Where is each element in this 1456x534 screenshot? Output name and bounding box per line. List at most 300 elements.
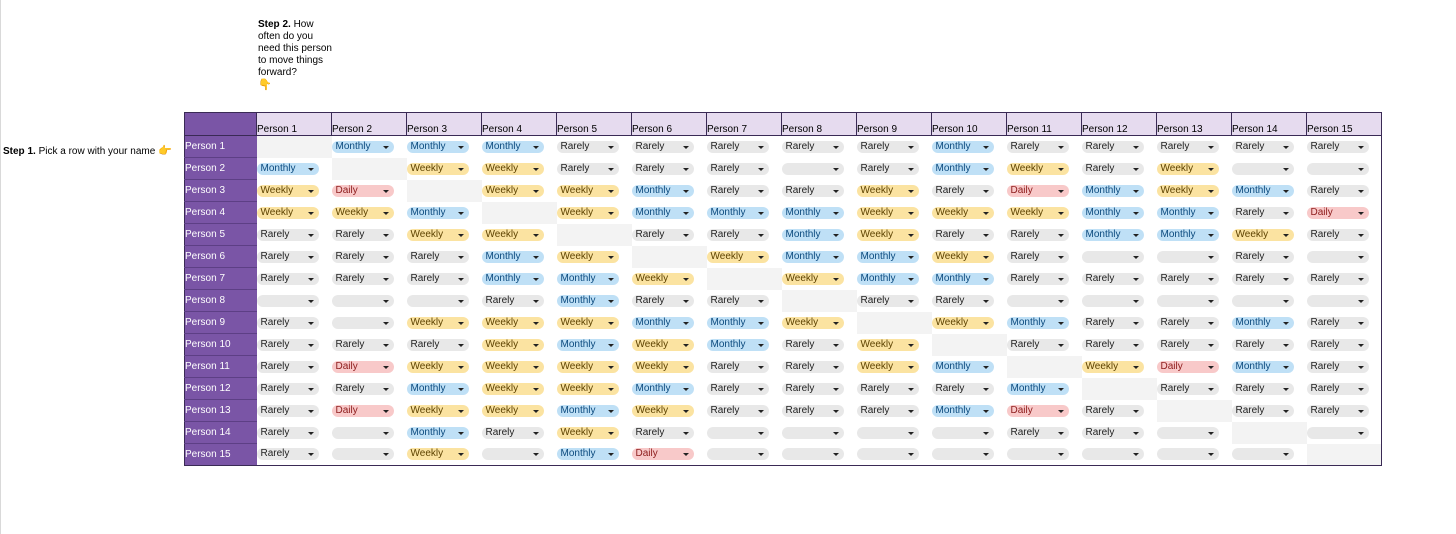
- frequency-dropdown[interactable]: [1007, 448, 1069, 460]
- caret-down-icon: [1358, 256, 1364, 259]
- caret-down-icon: [908, 366, 914, 369]
- frequency-dropdown[interactable]: [407, 273, 469, 285]
- frequency-dropdown[interactable]: [932, 141, 994, 153]
- frequency-dropdown[interactable]: [932, 317, 994, 329]
- frequency-dropdown[interactable]: [482, 251, 544, 263]
- frequency-dropdown[interactable]: [1232, 141, 1294, 153]
- table-cell: [1082, 202, 1157, 224]
- frequency-value: Weekly: [710, 250, 744, 262]
- frequency-dropdown[interactable]: [482, 405, 544, 417]
- diagonal-cell: [1082, 378, 1157, 400]
- frequency-dropdown[interactable]: [482, 339, 544, 351]
- frequency-dropdown[interactable]: [332, 295, 394, 307]
- frequency-dropdown[interactable]: [1082, 361, 1144, 373]
- caret-down-icon: [458, 388, 464, 391]
- frequency-dropdown[interactable]: [1307, 207, 1369, 219]
- table-cell: [482, 444, 557, 466]
- frequency-dropdown[interactable]: [782, 448, 844, 460]
- caret-down-icon: [608, 256, 614, 259]
- frequency-dropdown[interactable]: [332, 273, 394, 285]
- caret-down-icon: [1358, 410, 1364, 413]
- frequency-dropdown[interactable]: [1307, 405, 1369, 417]
- frequency-dropdown[interactable]: [257, 361, 319, 373]
- frequency-dropdown[interactable]: [1157, 141, 1219, 153]
- frequency-dropdown[interactable]: [332, 185, 394, 197]
- frequency-dropdown[interactable]: [932, 448, 994, 460]
- frequency-value: Weekly: [485, 184, 519, 196]
- frequency-dropdown[interactable]: [557, 273, 619, 285]
- frequency-dropdown[interactable]: [1082, 405, 1144, 417]
- frequency-dropdown[interactable]: [1007, 295, 1069, 307]
- frequency-dropdown[interactable]: [782, 339, 844, 351]
- frequency-dropdown[interactable]: [257, 273, 319, 285]
- frequency-dropdown[interactable]: [782, 427, 844, 439]
- caret-down-icon: [833, 212, 839, 215]
- frequency-dropdown[interactable]: [932, 163, 994, 175]
- caret-down-icon: [1208, 366, 1214, 369]
- frequency-dropdown[interactable]: [332, 207, 394, 219]
- frequency-dropdown[interactable]: [1307, 427, 1369, 439]
- frequency-dropdown[interactable]: [332, 229, 394, 241]
- frequency-dropdown[interactable]: [407, 427, 469, 439]
- frequency-dropdown[interactable]: [557, 448, 619, 460]
- frequency-dropdown[interactable]: [1007, 427, 1069, 439]
- frequency-dropdown[interactable]: [1007, 141, 1069, 153]
- table-cell: [332, 268, 407, 290]
- frequency-dropdown[interactable]: [707, 295, 769, 307]
- frequency-dropdown[interactable]: [632, 273, 694, 285]
- caret-down-icon: [608, 146, 614, 149]
- frequency-dropdown[interactable]: [782, 361, 844, 373]
- frequency-dropdown[interactable]: [857, 405, 919, 417]
- frequency-dropdown[interactable]: [332, 448, 394, 460]
- caret-down-icon: [908, 432, 914, 435]
- frequency-dropdown[interactable]: [932, 229, 994, 241]
- frequency-dropdown[interactable]: [707, 163, 769, 175]
- frequency-dropdown[interactable]: [1157, 207, 1219, 219]
- table-cell: [857, 158, 932, 180]
- frequency-dropdown[interactable]: [407, 251, 469, 263]
- frequency-dropdown[interactable]: [857, 295, 919, 307]
- frequency-dropdown[interactable]: [407, 163, 469, 175]
- frequency-dropdown[interactable]: [482, 229, 544, 241]
- frequency-dropdown[interactable]: [857, 185, 919, 197]
- table-cell: [1082, 334, 1157, 356]
- caret-down-icon: [1283, 388, 1289, 391]
- frequency-dropdown[interactable]: [332, 141, 394, 153]
- frequency-dropdown[interactable]: [1157, 317, 1219, 329]
- frequency-dropdown[interactable]: [707, 405, 769, 417]
- frequency-dropdown[interactable]: [1157, 251, 1219, 263]
- frequency-dropdown[interactable]: [1232, 295, 1294, 307]
- frequency-dropdown[interactable]: [1157, 383, 1219, 395]
- frequency-dropdown[interactable]: [1232, 448, 1294, 460]
- frequency-dropdown[interactable]: [482, 427, 544, 439]
- table-cell: [482, 378, 557, 400]
- frequency-dropdown[interactable]: [1232, 383, 1294, 395]
- frequency-dropdown[interactable]: [1232, 361, 1294, 373]
- frequency-value: Monthly: [635, 184, 671, 196]
- frequency-dropdown[interactable]: [257, 427, 319, 439]
- frequency-value: Rarely: [1085, 316, 1115, 328]
- frequency-dropdown[interactable]: [407, 405, 469, 417]
- frequency-dropdown[interactable]: [857, 141, 919, 153]
- frequency-dropdown[interactable]: [332, 427, 394, 439]
- caret-down-icon: [1133, 300, 1139, 303]
- frequency-dropdown[interactable]: [1232, 273, 1294, 285]
- frequency-dropdown[interactable]: [707, 339, 769, 351]
- frequency-dropdown[interactable]: [932, 273, 994, 285]
- frequency-dropdown[interactable]: [557, 251, 619, 263]
- diagonal-cell: [482, 202, 557, 224]
- diagonal-cell: [1157, 400, 1232, 422]
- frequency-dropdown[interactable]: [332, 361, 394, 373]
- frequency-dropdown[interactable]: [1307, 361, 1369, 373]
- frequency-dropdown[interactable]: [707, 229, 769, 241]
- frequency-dropdown[interactable]: [1007, 383, 1069, 395]
- frequency-dropdown[interactable]: [1307, 163, 1369, 175]
- table-row: [185, 378, 1382, 400]
- frequency-dropdown[interactable]: [1157, 185, 1219, 197]
- frequency-dropdown[interactable]: [632, 383, 694, 395]
- frequency-dropdown[interactable]: [1157, 427, 1219, 439]
- frequency-dropdown[interactable]: [1007, 229, 1069, 241]
- frequency-value: Rarely: [1310, 316, 1340, 328]
- frequency-dropdown[interactable]: [1157, 273, 1219, 285]
- caret-down-icon: [833, 344, 839, 347]
- frequency-dropdown[interactable]: [407, 141, 469, 153]
- caret-down-icon: [1208, 168, 1214, 171]
- frequency-dropdown[interactable]: [1307, 339, 1369, 351]
- table-cell: [1232, 158, 1307, 180]
- frequency-dropdown[interactable]: [782, 185, 844, 197]
- frequency-dropdown[interactable]: [932, 207, 994, 219]
- frequency-dropdown[interactable]: [1082, 207, 1144, 219]
- frequency-dropdown[interactable]: [1007, 163, 1069, 175]
- table-cell: [707, 400, 782, 422]
- frequency-dropdown[interactable]: [257, 448, 319, 460]
- caret-down-icon: [383, 432, 389, 435]
- frequency-dropdown[interactable]: [857, 207, 919, 219]
- frequency-dropdown[interactable]: [1082, 427, 1144, 439]
- frequency-dropdown[interactable]: [932, 295, 994, 307]
- frequency-dropdown[interactable]: [1007, 273, 1069, 285]
- column-header: Person 13: [1157, 113, 1232, 136]
- caret-down-icon: [908, 300, 914, 303]
- frequency-dropdown[interactable]: [857, 251, 919, 263]
- frequency-dropdown[interactable]: [482, 383, 544, 395]
- frequency-dropdown[interactable]: [407, 339, 469, 351]
- caret-down-icon: [608, 388, 614, 391]
- frequency-dropdown[interactable]: [1082, 229, 1144, 241]
- frequency-dropdown[interactable]: [1232, 339, 1294, 351]
- caret-down-icon: [608, 432, 614, 435]
- frequency-dropdown[interactable]: [257, 383, 319, 395]
- frequency-dropdown[interactable]: [332, 251, 394, 263]
- caret-down-icon: [1358, 278, 1364, 281]
- frequency-value: Monthly: [710, 338, 746, 350]
- frequency-dropdown[interactable]: [632, 163, 694, 175]
- frequency-dropdown[interactable]: [1307, 185, 1369, 197]
- frequency-dropdown[interactable]: [632, 405, 694, 417]
- frequency-dropdown[interactable]: [407, 207, 469, 219]
- frequency-dropdown[interactable]: [1307, 229, 1369, 241]
- frequency-dropdown[interactable]: [1157, 448, 1219, 460]
- frequency-value: Rarely: [785, 360, 815, 372]
- table-cell: [1307, 246, 1382, 268]
- header-row: [185, 113, 1382, 136]
- frequency-dropdown[interactable]: [482, 141, 544, 153]
- frequency-dropdown[interactable]: [482, 185, 544, 197]
- caret-down-icon: [758, 410, 764, 413]
- frequency-dropdown[interactable]: [707, 141, 769, 153]
- frequency-dropdown[interactable]: [257, 229, 319, 241]
- frequency-dropdown[interactable]: [557, 339, 619, 351]
- table-cell: [407, 290, 482, 312]
- frequency-dropdown[interactable]: [1157, 361, 1219, 373]
- frequency-dropdown[interactable]: [1157, 163, 1219, 175]
- frequency-dropdown[interactable]: [932, 427, 994, 439]
- caret-down-icon: [1283, 366, 1289, 369]
- frequency-dropdown[interactable]: [782, 207, 844, 219]
- table-cell: [482, 290, 557, 312]
- frequency-dropdown[interactable]: [1157, 229, 1219, 241]
- table-cell: [782, 158, 857, 180]
- caret-down-icon: [608, 278, 614, 281]
- frequency-dropdown[interactable]: [782, 229, 844, 241]
- frequency-dropdown[interactable]: [782, 383, 844, 395]
- frequency-value: Rarely: [1010, 338, 1040, 350]
- frequency-value: Rarely: [260, 316, 290, 328]
- caret-down-icon: [908, 453, 914, 456]
- table-cell: [782, 334, 857, 356]
- frequency-dropdown[interactable]: [557, 207, 619, 219]
- frequency-dropdown[interactable]: [1232, 229, 1294, 241]
- frequency-dropdown[interactable]: [632, 229, 694, 241]
- frequency-dropdown[interactable]: [857, 273, 919, 285]
- table-cell: [407, 268, 482, 290]
- frequency-dropdown[interactable]: [1307, 273, 1369, 285]
- caret-down-icon: [533, 146, 539, 149]
- frequency-dropdown[interactable]: [332, 339, 394, 351]
- frequency-dropdown[interactable]: [557, 405, 619, 417]
- frequency-dropdown[interactable]: [1007, 339, 1069, 351]
- frequency-dropdown[interactable]: [257, 207, 319, 219]
- frequency-dropdown[interactable]: [857, 339, 919, 351]
- frequency-dropdown[interactable]: [932, 185, 994, 197]
- frequency-dropdown[interactable]: [1232, 207, 1294, 219]
- frequency-dropdown[interactable]: [1307, 295, 1369, 307]
- table-cell: [482, 180, 557, 202]
- frequency-dropdown[interactable]: [557, 427, 619, 439]
- frequency-dropdown[interactable]: [1007, 251, 1069, 263]
- frequency-dropdown[interactable]: [557, 141, 619, 153]
- frequency-dropdown[interactable]: [557, 317, 619, 329]
- frequency-dropdown[interactable]: [1082, 295, 1144, 307]
- caret-down-icon: [683, 366, 689, 369]
- frequency-dropdown[interactable]: [1232, 317, 1294, 329]
- frequency-dropdown[interactable]: [782, 405, 844, 417]
- frequency-value: Rarely: [260, 382, 290, 394]
- frequency-dropdown[interactable]: [857, 163, 919, 175]
- caret-down-icon: [1058, 256, 1064, 259]
- caret-down-icon: [383, 344, 389, 347]
- frequency-dropdown[interactable]: [632, 141, 694, 153]
- caret-down-icon: [608, 344, 614, 347]
- frequency-dropdown[interactable]: [1082, 448, 1144, 460]
- frequency-dropdown[interactable]: [1157, 339, 1219, 351]
- frequency-dropdown[interactable]: [257, 405, 319, 417]
- frequency-dropdown[interactable]: [857, 383, 919, 395]
- frequency-dropdown[interactable]: [707, 185, 769, 197]
- table-cell: [1007, 400, 1082, 422]
- frequency-dropdown[interactable]: [632, 207, 694, 219]
- frequency-dropdown[interactable]: [707, 361, 769, 373]
- frequency-dropdown[interactable]: [1007, 317, 1069, 329]
- frequency-dropdown[interactable]: [257, 317, 319, 329]
- frequency-value: Rarely: [1310, 338, 1340, 350]
- frequency-dropdown[interactable]: [707, 383, 769, 395]
- frequency-dropdown[interactable]: [557, 361, 619, 373]
- frequency-dropdown[interactable]: [257, 251, 319, 263]
- frequency-dropdown[interactable]: [482, 448, 544, 460]
- frequency-dropdown[interactable]: [1082, 339, 1144, 351]
- table-row: [185, 422, 1382, 444]
- caret-down-icon: [533, 366, 539, 369]
- frequency-dropdown[interactable]: [1307, 141, 1369, 153]
- frequency-dropdown[interactable]: [707, 427, 769, 439]
- frequency-dropdown[interactable]: [1232, 251, 1294, 263]
- frequency-dropdown[interactable]: [632, 427, 694, 439]
- frequency-value: Rarely: [785, 140, 815, 152]
- frequency-dropdown[interactable]: [1157, 295, 1219, 307]
- frequency-dropdown[interactable]: [1307, 317, 1369, 329]
- frequency-value: Weekly: [860, 338, 894, 350]
- frequency-dropdown[interactable]: [707, 317, 769, 329]
- frequency-dropdown[interactable]: [482, 295, 544, 307]
- frequency-dropdown[interactable]: [257, 339, 319, 351]
- frequency-dropdown[interactable]: [782, 141, 844, 153]
- caret-down-icon: [833, 432, 839, 435]
- frequency-dropdown[interactable]: [632, 295, 694, 307]
- frequency-dropdown[interactable]: [257, 163, 319, 175]
- table-cell: [932, 444, 1007, 466]
- frequency-dropdown[interactable]: [557, 295, 619, 307]
- frequency-dropdown[interactable]: [1082, 317, 1144, 329]
- frequency-dropdown[interactable]: [707, 448, 769, 460]
- frequency-dropdown[interactable]: [482, 163, 544, 175]
- frequency-value: Rarely: [560, 140, 590, 152]
- frequency-value: Rarely: [560, 162, 590, 174]
- frequency-dropdown[interactable]: [632, 185, 694, 197]
- frequency-dropdown[interactable]: [1082, 163, 1144, 175]
- frequency-dropdown[interactable]: [1082, 185, 1144, 197]
- frequency-dropdown[interactable]: [482, 361, 544, 373]
- frequency-dropdown[interactable]: [1307, 383, 1369, 395]
- frequency-dropdown[interactable]: [932, 361, 994, 373]
- frequency-dropdown[interactable]: [1007, 405, 1069, 417]
- frequency-dropdown[interactable]: [707, 251, 769, 263]
- frequency-dropdown[interactable]: [1082, 251, 1144, 263]
- frequency-dropdown[interactable]: [1082, 273, 1144, 285]
- frequency-value: Rarely: [635, 426, 665, 438]
- frequency-dropdown[interactable]: [407, 383, 469, 395]
- frequency-dropdown[interactable]: [407, 361, 469, 373]
- frequency-dropdown[interactable]: [407, 295, 469, 307]
- caret-down-icon: [1283, 410, 1289, 413]
- frequency-dropdown[interactable]: [1232, 185, 1294, 197]
- column-header: Person 7: [707, 113, 782, 136]
- frequency-dropdown[interactable]: [782, 251, 844, 263]
- frequency-dropdown[interactable]: [1007, 207, 1069, 219]
- frequency-dropdown[interactable]: [857, 229, 919, 241]
- frequency-dropdown[interactable]: [632, 448, 694, 460]
- table-cell: [557, 400, 632, 422]
- frequency-dropdown[interactable]: [257, 295, 319, 307]
- frequency-dropdown[interactable]: [782, 163, 844, 175]
- frequency-dropdown[interactable]: [932, 383, 994, 395]
- frequency-dropdown[interactable]: [857, 427, 919, 439]
- frequency-dropdown[interactable]: [632, 361, 694, 373]
- frequency-dropdown[interactable]: [1307, 251, 1369, 263]
- caret-down-icon: [758, 256, 764, 259]
- frequency-dropdown[interactable]: [482, 317, 544, 329]
- frequency-dropdown[interactable]: [1007, 185, 1069, 197]
- table-cell: [932, 356, 1007, 378]
- frequency-dropdown[interactable]: [557, 383, 619, 395]
- frequency-dropdown[interactable]: [332, 383, 394, 395]
- frequency-value: Monthly: [785, 206, 821, 218]
- frequency-dropdown[interactable]: [857, 448, 919, 460]
- frequency-dropdown[interactable]: [632, 317, 694, 329]
- caret-down-icon: [1208, 190, 1214, 193]
- table-cell: [857, 180, 932, 202]
- frequency-value: Weekly: [410, 228, 444, 240]
- frequency-dropdown[interactable]: [707, 207, 769, 219]
- table-cell: [1307, 202, 1382, 224]
- frequency-dropdown[interactable]: [332, 405, 394, 417]
- frequency-dropdown[interactable]: [557, 185, 619, 197]
- table-cell: [707, 378, 782, 400]
- frequency-dropdown[interactable]: [482, 273, 544, 285]
- frequency-dropdown[interactable]: [1232, 405, 1294, 417]
- frequency-dropdown[interactable]: [932, 251, 994, 263]
- frequency-value: Rarely: [1085, 404, 1115, 416]
- frequency-value: Weekly: [485, 360, 519, 372]
- frequency-dropdown[interactable]: [557, 163, 619, 175]
- table-cell: [1232, 136, 1307, 158]
- frequency-dropdown[interactable]: [407, 448, 469, 460]
- frequency-dropdown[interactable]: [782, 273, 844, 285]
- frequency-dropdown[interactable]: [782, 317, 844, 329]
- frequency-dropdown[interactable]: [407, 229, 469, 241]
- frequency-dropdown[interactable]: [932, 405, 994, 417]
- frequency-dropdown[interactable]: [1232, 163, 1294, 175]
- frequency-dropdown[interactable]: [332, 317, 394, 329]
- caret-down-icon: [1058, 190, 1064, 193]
- caret-down-icon: [1358, 168, 1364, 171]
- table-cell: [1157, 158, 1232, 180]
- frequency-value: Monthly: [860, 272, 896, 284]
- caret-down-icon: [308, 212, 314, 215]
- frequency-dropdown[interactable]: [1082, 141, 1144, 153]
- frequency-dropdown[interactable]: [857, 361, 919, 373]
- frequency-dropdown[interactable]: [407, 317, 469, 329]
- table-cell: [932, 422, 1007, 444]
- frequency-dropdown[interactable]: [632, 339, 694, 351]
- caret-down-icon: [533, 432, 539, 435]
- frequency-dropdown[interactable]: [257, 185, 319, 197]
